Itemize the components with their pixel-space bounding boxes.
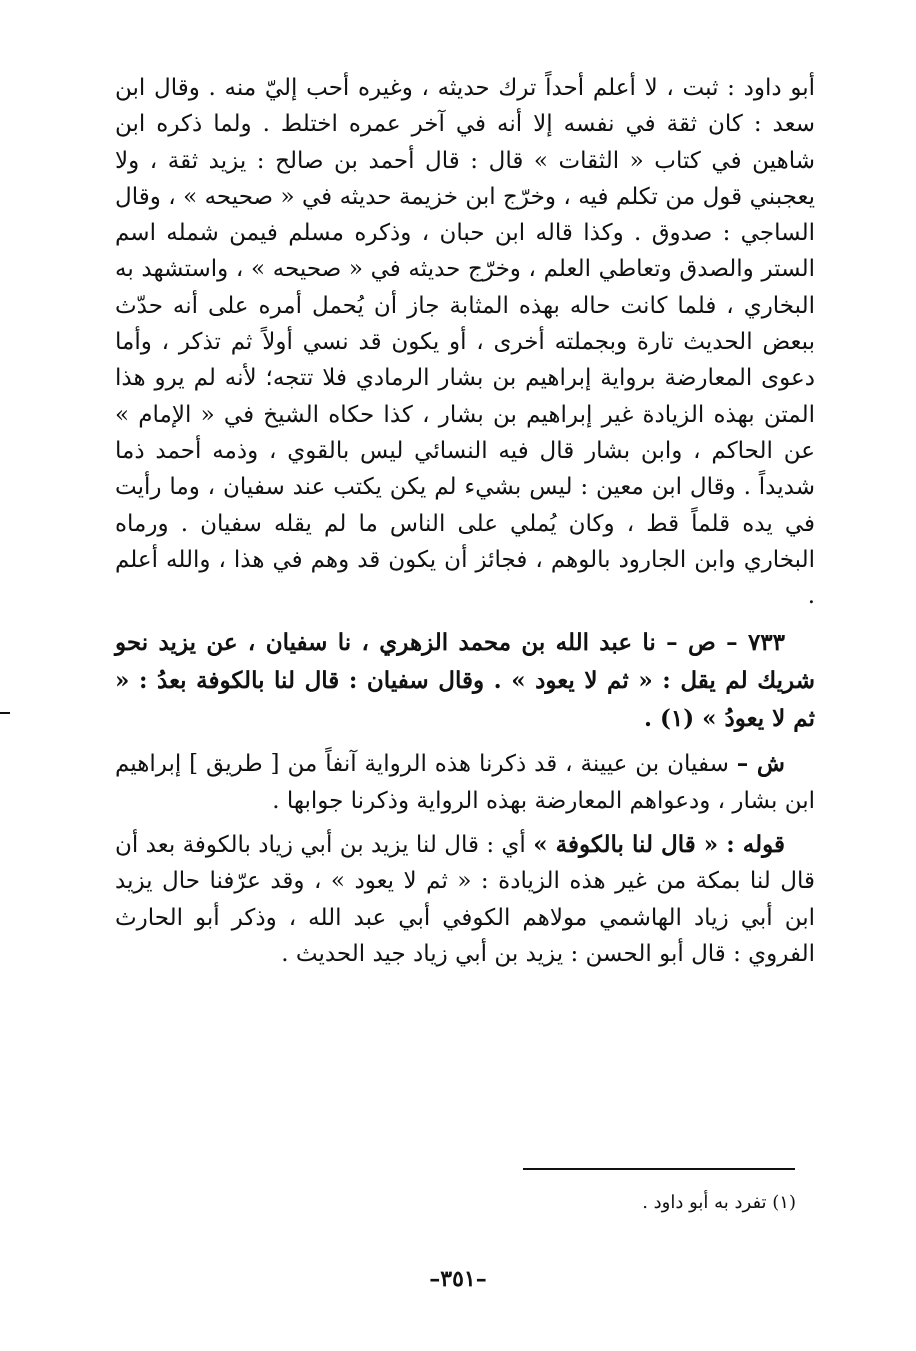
footnote: (١) تفرد به أبو داود .: [642, 1192, 796, 1213]
paragraph-commentary: [115, 746, 815, 819]
margin-mark: [0, 712, 10, 714]
explanation-lead: قوله : « قال لنا بالكوفة »: [533, 831, 785, 859]
explanation-text: أي : قال لنا يزيد بن أبي زياد بالكوفة بعد أن قال لنا بمكة من غير هذه الزيادة : « ثم لا يعود » ، وقد عرّفنا حال يزيد ابن أبي زياد الهاشمي مولاهم الكوفي أبي عبد الله ، وذكر أبو الحارث الفروي : قال أبو الحسن : يزيد بن أبي زياد جيد الحديث .: [115, 832, 815, 967]
commentary-text: سفيان بن عيينة ، قد ذكرنا هذه الرواية آنفاً من [ طريق ] إبراهيم ابن بشار ، ودعواهم المعارضة بهذه الرواية وذكرنا جوابها .: [115, 751, 815, 814]
hadith-733: ٧٣٣ – ص – نا عبد الله بن محمد الزهري ، نا سفيان ، عن يزيد نحو شريك لم يقل : « ثم لا يعود » . وقال سفيان : قال لنا بالكوفة بعدُ : « ثم لا يعودُ » (١) .: [115, 629, 815, 733]
page-number: –٣٥١–: [429, 1266, 487, 1292]
paragraph-explanation: [115, 827, 815, 972]
paragraph-narrator-critique: أبو داود : ثبت ، لا أعلم أحداً ترك حديثه ، وغيره أحب إليّ منه . وقال ابن سعد : كان ثقة في نفسه إلا أنه في آخر عمره اختلط . ولما ذكره ابن شاهين في كتاب « الثقات » قال : قال أحمد بن صالح : يزيد ثقة ، ولا يعجبني قول من تكلم فيه ، وخرّج ابن خزيمة حديثه في « صحيحه » ، وقال الساجي : صدوق . وكذا قاله ابن حبان ، وذكره مسلم فيمن شمله اسم الستر والصدق وتعاطي العلم ، وخرّج حديثه في « صحيحه » ، واستشهد به البخاري ، فلما كانت حاله بهذه المثابة جاز أن يُحمل أمره على أنه حدّث ببعض الحديث تارة وبجملته أخرى ، أو يكون قد نسي أولاً ثم تذكر ، وأما دعوى المعارضة برواية إبراهيم بن بشار الرمادي فلا تتجه؛ لأنه لم يرو هذا المتن بهذه الزيادة غير إبراهيم بن بشار ، كذا حكاه الشيخ في « الإمام » عن الحاكم ، وابن بشار قال فيه النسائي ليس بالقوي ، وذمه أحمد ذما شديداً . وقال ابن معين : ليس بشيء لم يكن يكتب عند سفيان ، وما رأيت في يده قلماً قط ، وكان يُملي على الناس ما لم يقله سفيان . ورماه البخاري وابن الجارود بالوهم ، فجائز أن يكون قد وهم في هذا ، والله أعلم .: [115, 75, 815, 610]
footnote-divider: [523, 1168, 795, 1170]
commentary-lead: ش –: [736, 750, 785, 778]
main-text: [115, 70, 815, 972]
